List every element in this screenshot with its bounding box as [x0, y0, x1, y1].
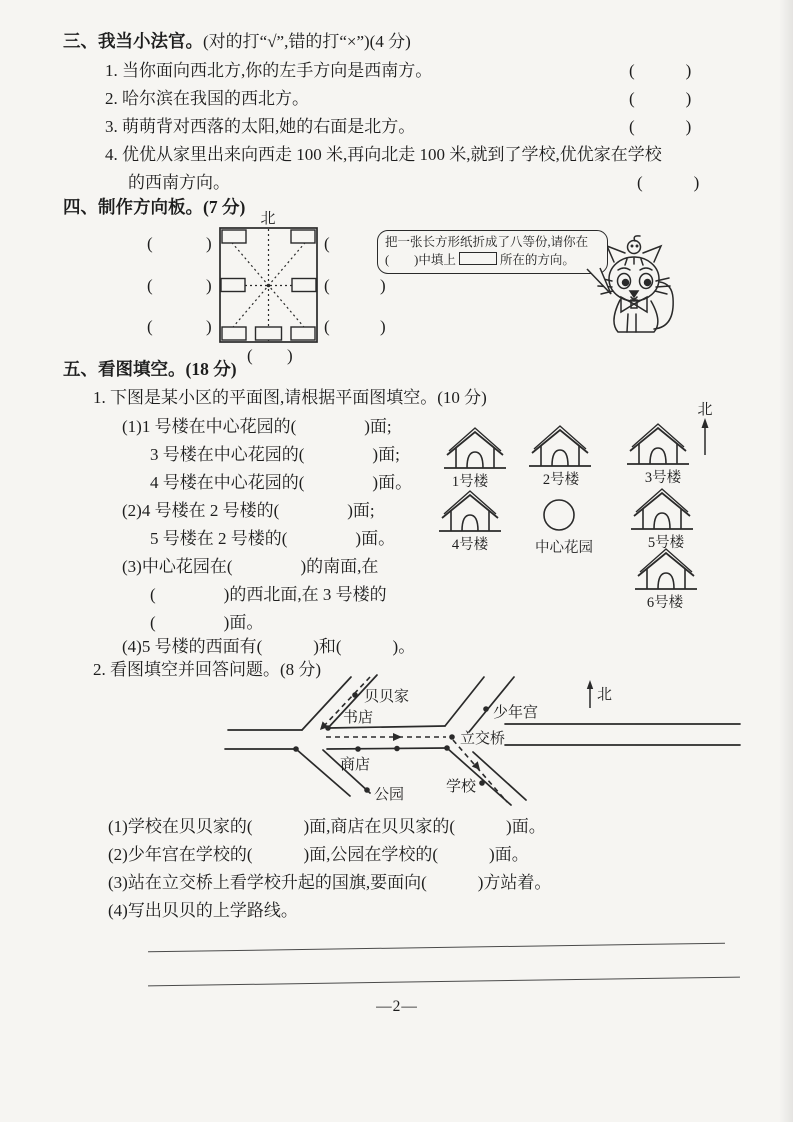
section3-note: (对的打“√”,错的打“×”)(4 分): [203, 32, 411, 51]
bubble-blank-box: [459, 252, 497, 265]
north-arrow: [697, 401, 712, 455]
svg-text:贝贝家: 贝贝家: [364, 689, 410, 705]
house-5: [631, 489, 693, 529]
svg-text:立交桥: 立交桥: [460, 731, 506, 747]
svg-text:公园: 公园: [374, 787, 405, 803]
svg-text:4号楼: 4号楼: [451, 537, 489, 553]
q1-line-2a: (2)4 号楼在 2 号楼的( )面;: [122, 501, 375, 520]
svg-text:): ): [380, 317, 386, 336]
q1-line-3a: (3)中心花园在( )的南面,在: [122, 557, 379, 576]
svg-text:6号楼: 6号楼: [646, 595, 684, 611]
speech-bubble-tail: [583, 267, 619, 299]
tf-item-4-cont: 的西南方向。: [128, 173, 230, 192]
q1-line-1a: (1)1 号楼在中心花园的( )面;: [122, 417, 392, 436]
svg-text:1号楼: 1号楼: [451, 474, 489, 490]
svg-text:少年宫: 少年宫: [493, 705, 539, 721]
answer-parens-3: ( ): [629, 117, 692, 136]
answer-parens-2: ( ): [629, 89, 692, 108]
bubble-line-2: [385, 251, 603, 269]
svg-text:(: (: [147, 234, 153, 253]
svg-text:2号楼: 2号楼: [542, 472, 580, 488]
svg-text:学校: 学校: [446, 779, 477, 795]
house-1: [444, 428, 506, 468]
bubble-line-1: 把一张长方形纸折成了八等份,请你在: [385, 235, 589, 249]
north-arrow: [587, 680, 612, 708]
answer-line-2: [148, 977, 740, 987]
bubble-line-2-pre: ( )中填上: [385, 253, 456, 267]
q1-line-4: (4)5 号楼的西面有( )和( )。: [122, 637, 416, 656]
q1-line-2b: 5 号楼在 2 号楼的( )面。: [150, 529, 396, 548]
q2-line-1: (1)学校在贝贝家的( )面,商店在贝贝家的( )面。: [108, 817, 546, 836]
house-4: [439, 491, 501, 531]
direction-board-diagram: [140, 206, 400, 366]
q2-line-3: (3)站在立交桥上看学校升起的国旗,要面向( )方站着。: [108, 873, 552, 892]
section5-heading: 五、看图填空。(18 分): [63, 359, 237, 379]
svg-text:): ): [380, 276, 386, 295]
garden-circle: [544, 500, 574, 530]
q1-line-3c: ( )面。: [150, 613, 264, 632]
tf-item-2: 2. 哈尔滨在我国的西北方。: [105, 89, 309, 108]
tf-item-4: 4. 优优从家里出来向西走 100 米,再向北走 100 米,就到了学校,优优家在学校: [105, 145, 662, 164]
answer-line-1: [148, 943, 725, 953]
q1-line-3b: ( )的西北面,在 3 号楼的: [150, 585, 387, 604]
community-map: [432, 398, 772, 616]
board-answer-parens: [147, 234, 386, 365]
svg-text:(: (: [324, 317, 330, 336]
svg-text:): ): [206, 317, 212, 336]
answer-parens-1: ( ): [629, 61, 692, 80]
svg-text:(: (: [247, 346, 253, 365]
section4-heading: 四、制作方向板。(7 分): [63, 197, 246, 217]
svg-text:(: (: [324, 276, 330, 295]
svg-text:): ): [287, 346, 293, 365]
section3-heading: [63, 27, 411, 53]
house-6: [635, 549, 697, 589]
q2-line-4: (4)写出贝贝的上学路线。: [108, 901, 298, 920]
north-label: 北: [697, 402, 713, 418]
q1-line-1b: 3 号楼在中心花园的( )面;: [150, 445, 400, 464]
q1-line-1c: 4 号楼在中心花园的( )面。: [150, 473, 413, 492]
section3-title: 三、我当小法官。: [63, 31, 203, 51]
house-2: [529, 426, 591, 466]
svg-text:): ): [206, 234, 212, 253]
tf-item-1: 1. 当你面向西北方,你的左手方向是西南方。: [105, 61, 433, 80]
svg-text:(: (: [324, 234, 330, 253]
house-3: [627, 424, 689, 464]
north-label: 北: [597, 687, 613, 703]
svg-text:书店: 书店: [343, 710, 374, 726]
answer-parens-4: ( ): [637, 173, 700, 192]
svg-text:5号楼: 5号楼: [647, 535, 685, 551]
svg-text:): ): [206, 276, 212, 295]
bubble-line-2-post: 所在的方向。: [499, 253, 575, 267]
speech-bubble: [377, 230, 608, 274]
road-map: [180, 672, 755, 822]
page-number: —2—: [376, 998, 418, 1015]
svg-text:(: (: [147, 276, 153, 295]
board-center-dot: [267, 284, 271, 288]
tf-item-3: 3. 萌萌背对西落的太阳,她的右面是北方。: [105, 117, 416, 136]
svg-text:3号楼: 3号楼: [644, 470, 682, 486]
svg-text:商店: 商店: [340, 757, 371, 773]
q1-intro: 1. 下图是某小区的平面图,请根据平面图填空。(10 分): [93, 388, 487, 407]
svg-text:(: (: [147, 317, 153, 336]
q2-line-2: (2)少年宫在学校的( )面,公园在学校的( )面。: [108, 845, 529, 864]
svg-text:中心花园: 中心花园: [535, 540, 593, 556]
q2-intro: 2. 看图填空并回答问题。(8 分): [93, 660, 322, 679]
board-north-label: 北: [260, 211, 276, 227]
